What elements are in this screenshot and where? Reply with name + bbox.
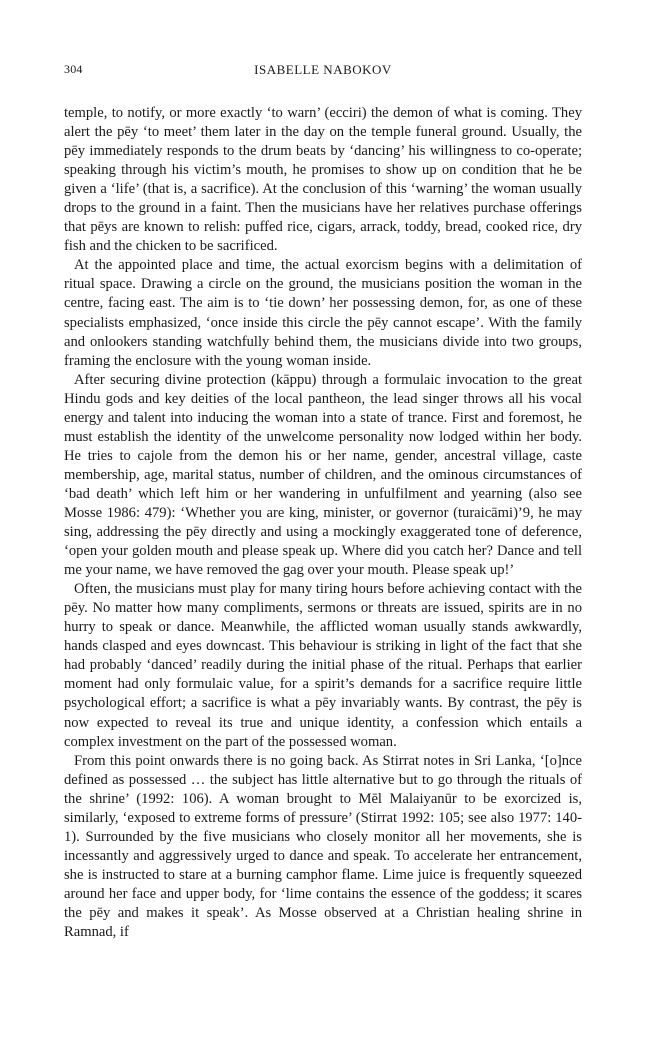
paragraph-3: After securing divine protection (kāppu) through a formulaic invocation to the great Hindu gods and key deities of the local pantheon, the lead singer throws all his vocal energy and talent into inducing the woman into a state of trance. First and foremost, he must establish the identity of the unwelcome personality now lodged within her body. He tries to cajole from the demon his or her name, gender, ancestral village, caste membership, age, marital status, number of children, and the ominous circumstances of ‘bad death’ which left him or her wandering in unfulfilment and yearning (also see Mosse 1986: 479): ‘Whether you are king, minister, or governor (turaicāmi)’9, he may sing, addressing the pēy directly and using a mockingly exaggerated tone of deference, ‘open your golden mouth and please speak up. Where did you catch her? Dance and tell me your name, we have removed the gag over your mouth. Please speak up!’ xyxy=(64,371,582,579)
page xyxy=(64,62,582,942)
paragraph-5: From this point onwards there is no going back. As Stirrat notes in Sri Lanka, ‘[o]nce defined as possessed … the subject has little alternative but to go through the rituals of the shrine’ (1992: 106). A woman brought to Mēl Malaiyanūr to be exorcized is, similarly, ‘exposed to extreme forms of pressure’ (Stirrat 1992: 105; see also 1977: 140-1). Surrounded by the five musicians who closely monitor all her movements, she is incessantly and aggressively urged to dance and speak. To accelerate her entrancement, she is instructed to stare at a burning camphor flame. Lime juice is frequently squeezed around her face and upper body, for ‘lime contains the essence of the goddess; it scares the pēy and makes it speak’. As Mosse observed at a Christian healing shrine in Ramnad, if xyxy=(64,752,582,941)
running-head: ISABELLE NABOKOV xyxy=(254,62,392,77)
page-number: 304 xyxy=(64,62,83,76)
paragraph-4: Often, the musicians must play for many tiring hours before achieving contact with the pēy. No matter how many compliments, sermons or threats are issued, spirits are in no hurry to speak or dance. Meanwhile, the afflicted woman usually stands awkwardly, hands clasped and eyes downcast. This behaviour is striking in light of the fact that she had probably ‘danced’ readily during the initial phase of the ritual. Perhaps that earlier moment had only formulaic value, for a spirit’s demands for a sacrifice require little psychological effort; a sacrifice is what a pēy invariably wants. By contrast, the pēy is now expected to reveal its true and unique identity, a confession which entails a complex investment on the part of the possessed woman. xyxy=(64,581,582,750)
paragraph-1: temple, to notify, or more exactly ‘to warn’ (ecciri) the demon of what is coming. They alert the pēy ‘to meet’ them later in the day on the temple funeral ground. Usually, the pēy immediately responds to the drum beats by ‘dancing’ his willingness to co-operate; speaking through his victim’s mouth, he promises to show up on condition that he be given a ‘life’ (that is, a sacrifice). At the conclusion of this ‘warning’ the woman usually drops to the ground in a faint. Then the musicians have her relatives purchase offerings that pēys are known to relish: puffed rice, cigars, arrack, toddy, bread, cooked rice, dry fish and the chicken to be sacrificed. xyxy=(64,105,582,255)
paragraph-2: At the appointed place and time, the actual exorcism begins with a delimitation of ritual space. Drawing a circle on the ground, the musicians position the woman in the centre, facing east. The aim is to ‘tie down’ her possessing demon, for, as one of these specialists emphasized, ‘once inside this circle the pēy cannot escape’. With the family and onlookers standing watchfully behind them, the musicians divide into two groups, framing the enclosure with the young woman inside. xyxy=(64,257,582,369)
body-text xyxy=(64,104,582,942)
page-header xyxy=(64,62,582,84)
